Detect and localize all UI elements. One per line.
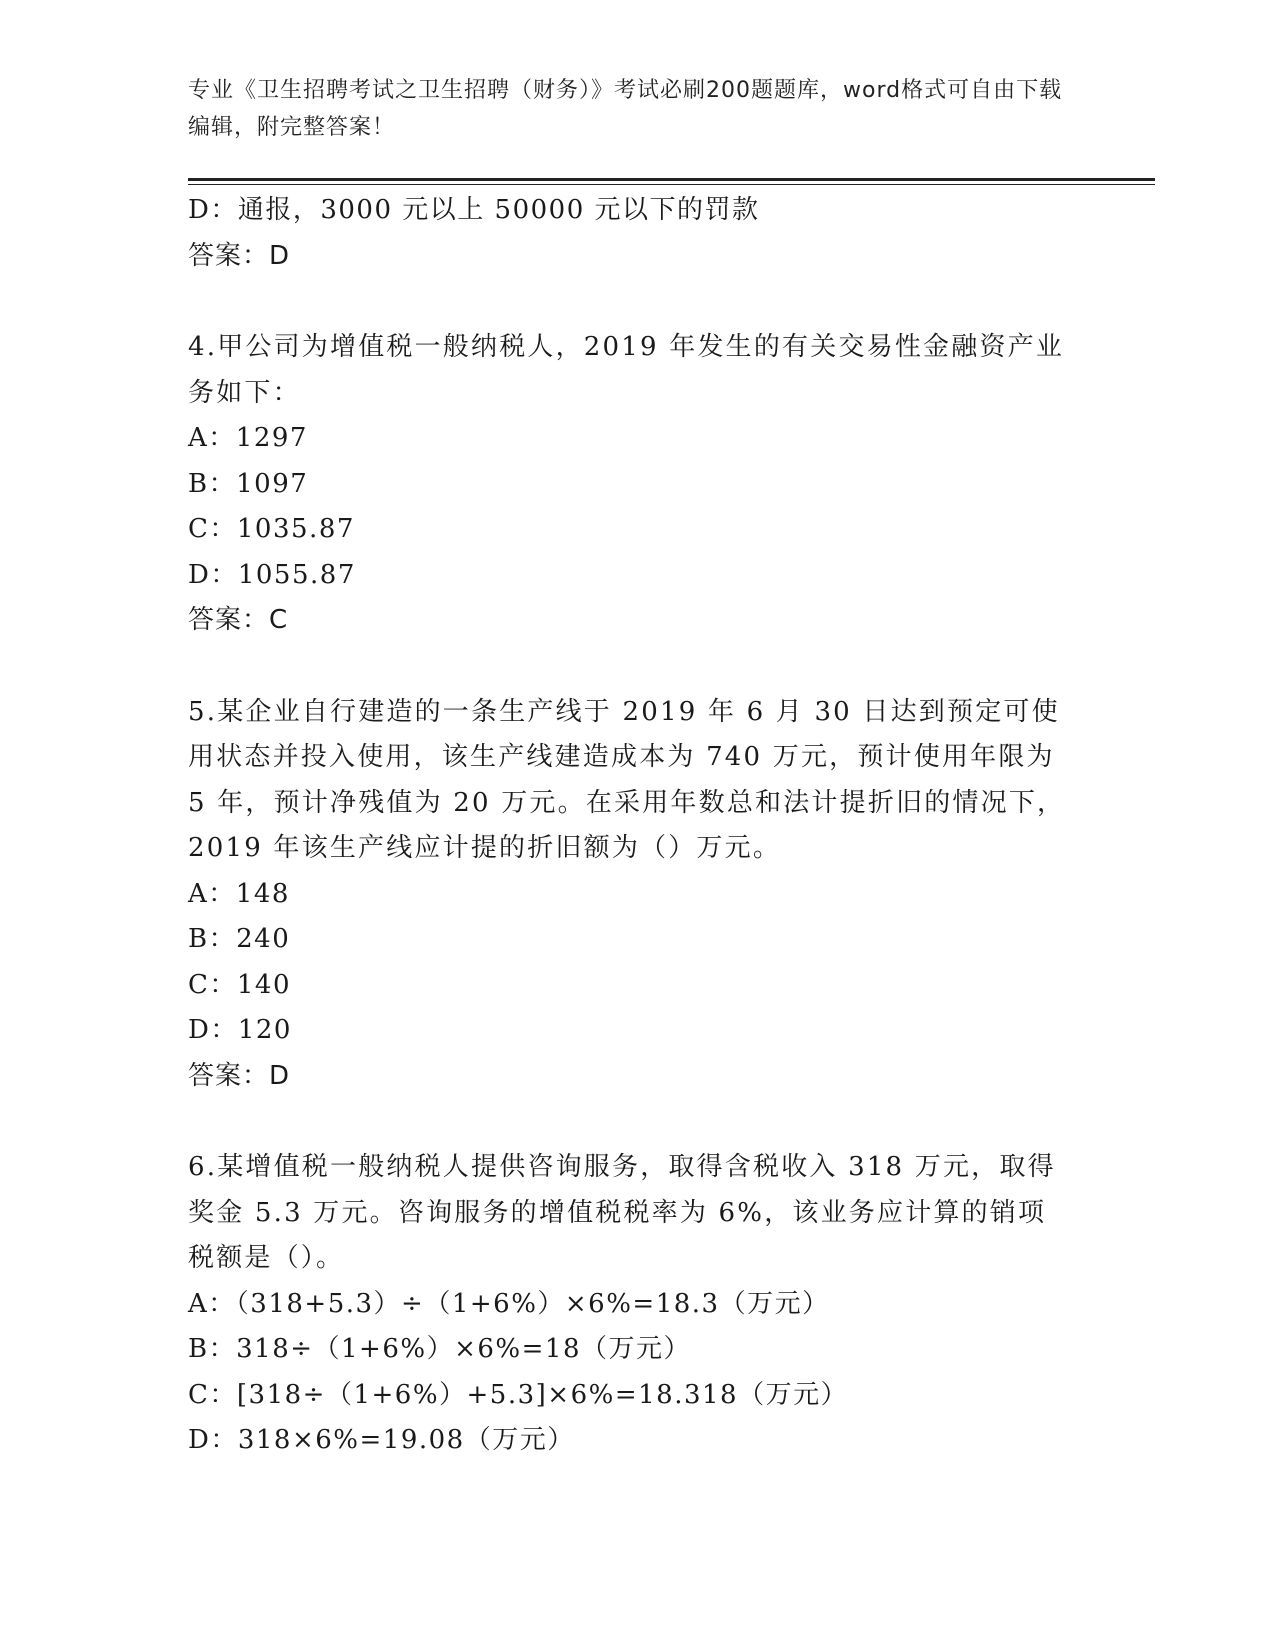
- option-a: A：148: [188, 878, 290, 909]
- question-stem: 6.某增值税一般纳税人提供咨询服务，取得含税收入 318 万元，取得奖金 5.3 万元。咨询服务的增值税税率为 6%，该业务应计算的销项税额是（）。: [188, 1152, 1056, 1273]
- question-5: [188, 690, 1068, 1100]
- answer: 答案：D: [188, 1060, 291, 1091]
- option-d: D：120: [188, 1015, 292, 1045]
- question-6: [188, 1145, 1068, 1464]
- option-c: C：[318÷（1+6%）+5.3]×6%=18.318（万元）: [188, 1379, 849, 1410]
- spacer: [188, 1099, 1068, 1145]
- header-divider-thick: [188, 178, 1155, 181]
- spacer: [188, 279, 1068, 325]
- option-a: A：1297: [188, 423, 308, 453]
- header-title: 专业《卫生招聘考试之卫生招聘（财务）》考试必刷200题题库，word格式可自由下载编辑，附完整答案！: [188, 78, 1063, 140]
- question-4: [188, 325, 1068, 644]
- answer: 答案：D: [188, 240, 291, 271]
- spacer: [188, 644, 1068, 690]
- question-stem: 5.某企业自行建造的一条生产线于 2019 年 6 月 30 日达到预定可使用状态并投入使用，该生产线建造成本为 740 万元，预计使用年限为 5 年，预计净残值为 20 万元。在采用年数总和法计提折旧的情况下，2019 年该生产线应计提的折旧额为（）万元。: [188, 696, 1066, 863]
- option-c: C：1035.87: [188, 514, 355, 544]
- option-b: B：318÷（1+6%）×6%=18（万元）: [188, 1334, 691, 1364]
- answer: 答案：C: [188, 605, 289, 635]
- option-d: D：通报，3000 元以上 50000 元以下的罚款: [188, 195, 760, 225]
- option-c: C：140: [188, 969, 292, 1000]
- option-b: B：240: [188, 924, 291, 954]
- option-d: D：1055.87: [188, 559, 356, 590]
- option-d: D：318×6%=19.08（万元）: [188, 1425, 575, 1455]
- header-divider-thin: [188, 184, 1155, 185]
- question-3: [188, 188, 1068, 279]
- option-a: A：（318+5.3）÷（1+6%）×6%=18.3（万元）: [188, 1288, 830, 1319]
- document-header: [188, 72, 1068, 146]
- question-stem: 4.甲公司为增值税一般纳税人，2019 年发生的有关交易性金融资产业务如下：: [188, 332, 1065, 408]
- option-b: B：1097: [188, 468, 309, 499]
- question-list: [188, 188, 1068, 1464]
